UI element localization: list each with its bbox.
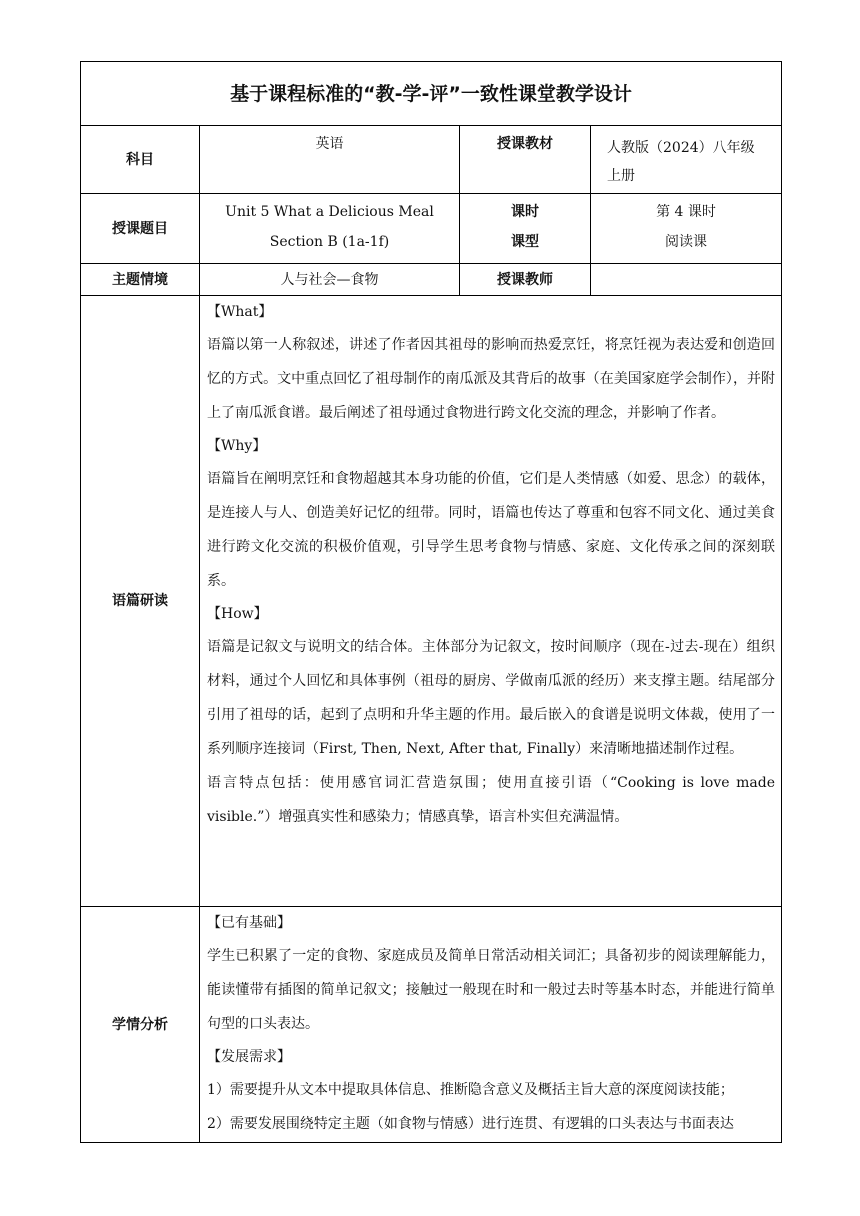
textbook-value: 人教版（2024）八年级上册 xyxy=(591,126,782,194)
language-features-paragraph: 语言特点包括：使用感官词汇营造氛围；使用直接引语（“Cooking is love made visible.”）增强真实性和感染力；情感真挚，语言朴实但充满温情。 xyxy=(207,775,775,825)
what-heading: 【What】 xyxy=(207,304,273,320)
subject-value: 英语 xyxy=(200,126,460,194)
learner-analysis-content xyxy=(200,907,782,1143)
topic-value xyxy=(200,194,460,264)
what-paragraph: 语篇以第一人称叙述，讲述了作者因其祖母的影响而热爱烹饪，将烹饪视为表达爱和创造回忆的方式。文中重点回忆了祖母制作的南瓜派及其背后的故事（在美国家庭学会制作），并附上了南瓜派食谱。最后阐述了祖母通过食物进行跨文化交流的理念，并影响了作者。 xyxy=(207,337,775,421)
text-analysis-row xyxy=(81,296,782,907)
development-needs-heading: 【发展需求】 xyxy=(207,1049,291,1065)
why-heading: 【Why】 xyxy=(207,438,267,454)
textbook-label: 授课教材 xyxy=(460,126,591,194)
topic-line-2: Section B (1a-1f) xyxy=(269,234,390,250)
existing-base-heading: 【已有基础】 xyxy=(207,915,291,931)
learner-analysis-label: 学情分析 xyxy=(81,907,200,1143)
title-row xyxy=(81,62,782,126)
development-need-1: 1）需要提升从文本中提取具体信息、推断隐含意义及概括主旨大意的深度阅读技能； xyxy=(207,1082,734,1098)
period-type-labels xyxy=(460,194,591,264)
period-label: 课时 xyxy=(511,204,539,220)
text-analysis-content xyxy=(200,296,782,907)
type-label: 课型 xyxy=(511,234,539,250)
teacher-label: 授课教师 xyxy=(460,264,591,296)
topic-label: 授课题目 xyxy=(81,194,200,264)
period-type-values xyxy=(591,194,782,264)
how-paragraph: 语篇是记叙文与说明文的结合体。主体部分为记叙文，按时间顺序（现在-过去-现在）组织材料，通过个人回忆和具体事例（祖母的厨房、学做南瓜派的经历）来支撑主题。结尾部分引用了祖母的话，起到了点明和升华主题的作用。最后嵌入的食谱是说明文体裁，使用了一系列顺序连接词（First, Then, Next, After that, Finally）来清晰地描述制作过程。 xyxy=(207,639,775,757)
subject-row xyxy=(81,126,782,194)
teacher-value xyxy=(591,264,782,296)
development-need-2: 2）需要发展围绕特定主题（如食物与情感）进行连贯、有逻辑的口头表达与书面表达 xyxy=(207,1116,734,1132)
document-title: 基于课程标准的“教-学-评”一致性课堂教学设计 xyxy=(81,62,782,126)
why-paragraph: 语篇旨在阐明烹饪和食物超越其本身功能的价值，它们是人类情感（如爱、思念）的载体，是连接人与人、创造美好记忆的纽带。同时，语篇也传达了尊重和包容不同文化、通过美食进行跨文化交流的积极价值观，引导学生思考食物与情感、家庭、文化传承之间的深刻联系。 xyxy=(207,471,775,589)
type-value: 阅读课 xyxy=(665,234,707,250)
theme-label: 主题情境 xyxy=(81,264,200,296)
period-value: 第 4 课时 xyxy=(656,204,716,220)
topic-row xyxy=(81,194,782,264)
learner-analysis-row xyxy=(81,907,782,1143)
how-heading: 【How】 xyxy=(207,606,268,622)
lesson-plan-sheet xyxy=(80,61,781,1143)
lesson-plan-table xyxy=(80,61,782,1143)
theme-value: 人与社会—食物 xyxy=(200,264,460,296)
topic-line-1: Unit 5 What a Delicious Meal xyxy=(225,204,434,220)
subject-label: 科目 xyxy=(81,126,200,194)
theme-row xyxy=(81,264,782,296)
text-analysis-label: 语篇研读 xyxy=(81,296,200,907)
existing-base-paragraph: 学生已积累了一定的食物、家庭成员及简单日常活动相关词汇；具备初步的阅读理解能力，能读懂带有插图的简单记叙文；接触过一般现在时和一般过去时等基本时态，并能进行简单句型的口头表达。 xyxy=(207,948,775,1032)
